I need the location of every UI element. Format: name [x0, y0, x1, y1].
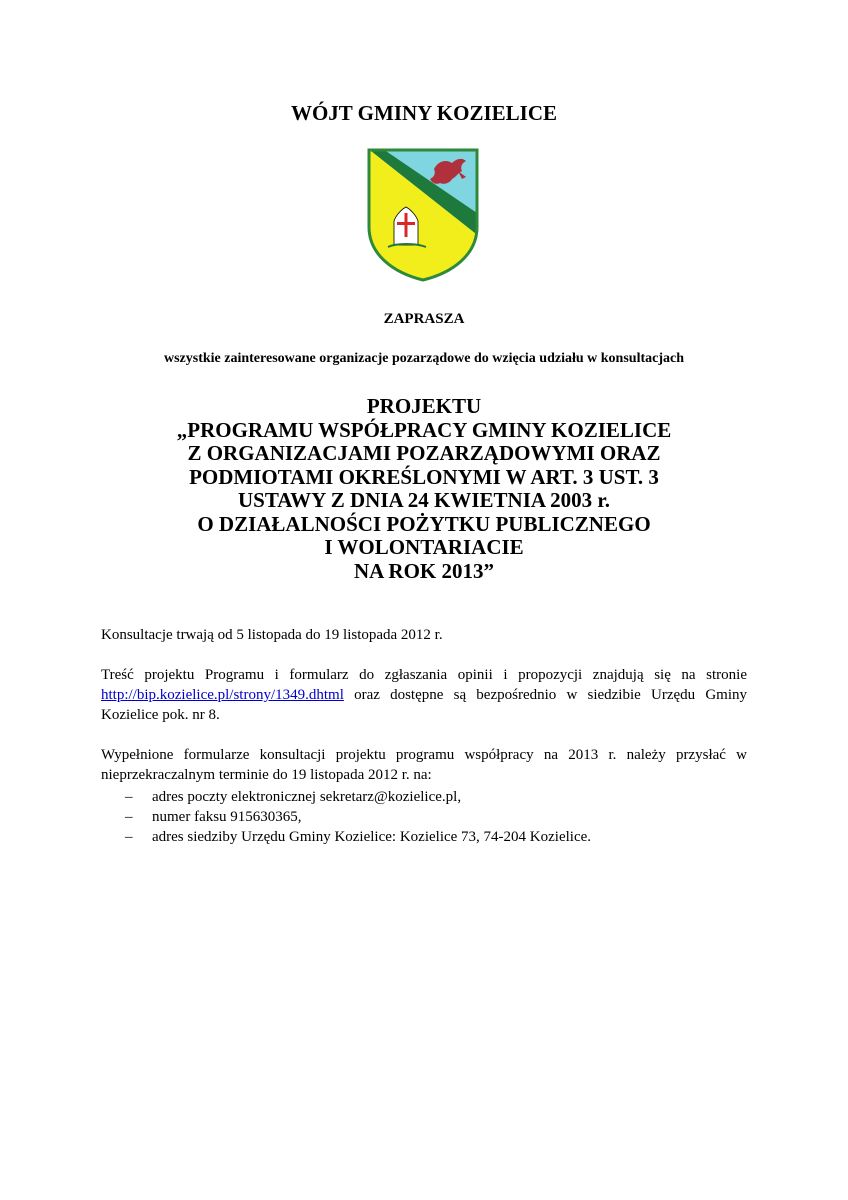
- list-item: [101, 827, 747, 847]
- invite-heading: ZAPRASZA: [383, 311, 465, 327]
- project-title-line: NA ROK 2013”: [353, 558, 494, 583]
- project-title-line: PROJEKTU: [366, 394, 482, 418]
- submission-channels-list: [101, 787, 747, 847]
- project-title-line: I WOLONTARIACIE: [324, 535, 524, 559]
- list-marker: –: [125, 829, 133, 845]
- coat-of-arms-icon: [366, 147, 480, 283]
- project-link[interactable]: http://bip.kozielice.pl/strony/1349.dhtml: [101, 687, 344, 703]
- audience-line: wszystkie zainteresowane organizacje pozarządowe do wzięcia udziału w konsultacjach: [163, 351, 685, 366]
- project-title-line: „PROGRAMU WSPÓŁPRACY GMINY KOZIELICE: [176, 417, 672, 442]
- project-title-line: O DZIAŁALNOŚCI POŻYTKU PUBLICZNEGO: [197, 511, 651, 536]
- list-item-text: numer faksu 915630365,: [152, 809, 302, 825]
- list-marker: –: [125, 809, 133, 825]
- list-item-text: adres poczty elektronicznej sekretarz@kozielice.pl,: [152, 789, 462, 805]
- list-marker: –: [125, 789, 133, 805]
- project-title-line: USTAWY Z DNIA 24 KWIETNIA 2003 r.: [237, 488, 611, 512]
- list-item: [101, 807, 747, 827]
- list-item: [101, 787, 747, 807]
- submission-paragraph: Wypełnione formularze konsultacji projektu programu współpracy na 2013 r. należy przysłać w nieprzekraczalnym terminie do 19 listopada 2012 r. na:: [101, 747, 747, 783]
- document-title: WÓJT GMINY KOZIELICE: [290, 101, 558, 125]
- paragraph-text: Treść projektu Programu i formularz do zgłaszania opinii i propozycji znajdują się na stronie: [101, 667, 747, 683]
- consultation-dates: Konsultacje trwają od 5 listopada do 19 listopada 2012 r.: [101, 627, 443, 643]
- list-item-text: adres siedziby Urzędu Gminy Kozielice: Kozielice 73, 74-204 Kozielice.: [152, 829, 592, 845]
- project-title: [0, 395, 848, 583]
- paragraph-text: oraz dostępne są bezpośrednio w siedzibie Urzędu Gminy Kozielice pok. nr 8.: [101, 687, 747, 723]
- project-availability-paragraph: [101, 665, 747, 725]
- project-title-line: Z ORGANIZACJAMI POZARZĄDOWYMI ORAZ: [187, 441, 661, 465]
- project-title-line: PODMIOTAMI OKREŚLONYMI W ART. 3 UST. 3: [189, 464, 659, 489]
